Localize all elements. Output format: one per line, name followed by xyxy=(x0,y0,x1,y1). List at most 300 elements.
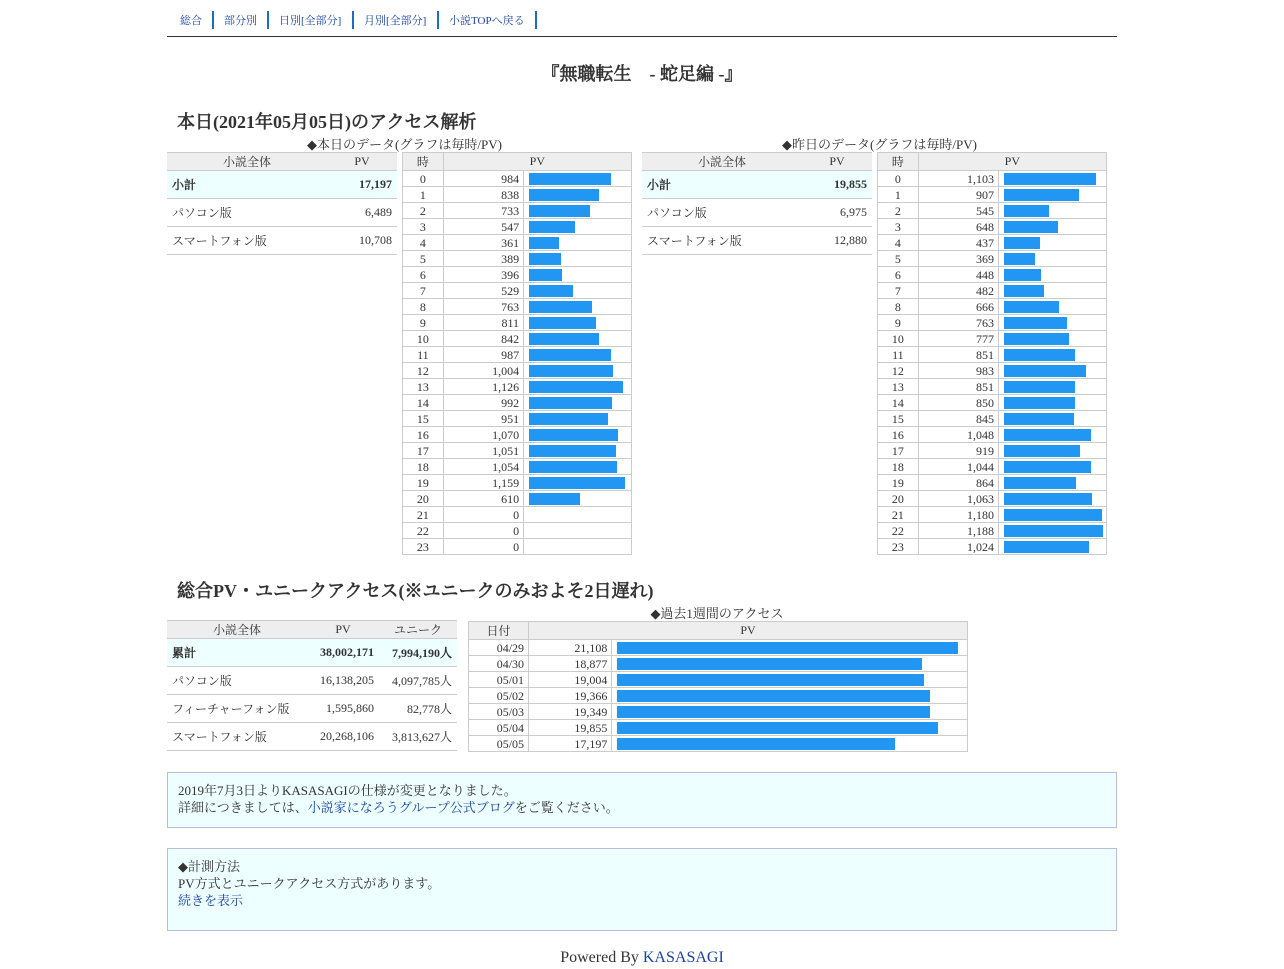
hour-bar xyxy=(1004,445,1080,457)
weekly-bar xyxy=(617,674,924,686)
hour-bar xyxy=(1004,477,1076,489)
hour-row xyxy=(878,171,1107,187)
nav-separator xyxy=(267,11,269,29)
nav-by-part[interactable]: 部分別 xyxy=(224,15,257,27)
hour-row xyxy=(403,235,632,251)
notice-heading: ◆計測方法 xyxy=(178,859,240,874)
weekly-date: 04/29 xyxy=(469,640,529,656)
nav-monthly[interactable]: 月別[全部分] xyxy=(364,15,427,27)
kasasagi-link[interactable]: KASASAGI xyxy=(642,949,724,966)
hour-label: 22 xyxy=(878,523,919,539)
hour-bar-cell xyxy=(524,475,632,491)
hour-label: 13 xyxy=(403,379,444,395)
weekly-table xyxy=(468,621,968,752)
total-table xyxy=(167,620,457,751)
hour-bar-cell xyxy=(999,539,1107,555)
hour-row xyxy=(878,363,1107,379)
hour-bar xyxy=(529,173,611,185)
hour-bar-cell xyxy=(999,315,1107,331)
hour-bar xyxy=(1004,509,1102,521)
hour-pv: 851 xyxy=(918,379,998,395)
today-caption: ◆本日のデータ(グラフは毎時/PV) xyxy=(307,137,502,152)
hour-bar xyxy=(1004,317,1067,329)
hour-pv: 529 xyxy=(443,283,523,299)
total-label: フィーチャーフォン版 xyxy=(167,695,307,723)
hour-pv: 648 xyxy=(918,219,998,235)
hour-label: 20 xyxy=(403,491,444,507)
hour-bar xyxy=(1004,397,1075,409)
hour-bar xyxy=(1004,221,1058,233)
hour-pv: 811 xyxy=(443,315,523,331)
weekly-bar xyxy=(617,722,938,734)
hour-bar-cell xyxy=(999,347,1107,363)
hour-label: 3 xyxy=(878,219,919,235)
hour-label: 1 xyxy=(878,187,919,203)
hour-row xyxy=(403,267,632,283)
hour-row xyxy=(403,299,632,315)
weekly-bar xyxy=(617,658,922,670)
hour-bar xyxy=(529,365,613,377)
hour-row xyxy=(878,219,1107,235)
hour-pv: 763 xyxy=(443,299,523,315)
col-header: PV xyxy=(802,153,872,171)
weekly-bar-cell xyxy=(612,688,968,704)
hour-row xyxy=(403,283,632,299)
hour-bar-cell xyxy=(999,475,1107,491)
hour-bar-cell xyxy=(999,283,1107,299)
hour-row xyxy=(878,507,1107,523)
notice-line xyxy=(168,799,1116,816)
summary-value: 12,880 xyxy=(802,227,872,255)
hour-label: 11 xyxy=(878,347,919,363)
hour-label: 9 xyxy=(878,315,919,331)
hour-bar-cell xyxy=(524,507,632,523)
hour-row xyxy=(878,491,1107,507)
hour-row xyxy=(403,395,632,411)
hour-row xyxy=(878,315,1107,331)
hour-pv: 864 xyxy=(918,475,998,491)
hour-label: 18 xyxy=(403,459,444,475)
hour-pv: 987 xyxy=(443,347,523,363)
hour-bar-cell xyxy=(999,395,1107,411)
total-unique: 4,097,785人 xyxy=(379,667,457,695)
hour-label: 22 xyxy=(403,523,444,539)
hour-bar xyxy=(529,333,599,345)
hour-pv: 763 xyxy=(918,315,998,331)
weekly-date: 05/03 xyxy=(469,704,529,720)
hour-row xyxy=(878,411,1107,427)
hour-pv: 396 xyxy=(443,267,523,283)
hour-pv: 1,024 xyxy=(918,539,998,555)
hour-label: 5 xyxy=(403,251,444,267)
summary-label: 小計 xyxy=(642,171,802,199)
summary-value: 6,975 xyxy=(802,199,872,227)
hour-bar-cell xyxy=(524,187,632,203)
hour-pv: 1,070 xyxy=(443,427,523,443)
hour-row xyxy=(403,203,632,219)
hour-row xyxy=(403,539,632,555)
hour-bar xyxy=(1004,461,1091,473)
weekly-date: 04/30 xyxy=(469,656,529,672)
hour-bar xyxy=(529,413,608,425)
hour-label: 10 xyxy=(878,331,919,347)
hour-bar xyxy=(1004,429,1091,441)
hour-bar-cell xyxy=(999,443,1107,459)
weekly-date: 05/05 xyxy=(469,736,529,752)
weekly-bar xyxy=(617,690,930,702)
hour-row xyxy=(878,523,1107,539)
hour-bar-cell xyxy=(999,491,1107,507)
total-label: 累計 xyxy=(167,639,307,667)
hour-row xyxy=(403,427,632,443)
hour-bar-cell xyxy=(999,427,1107,443)
hour-bar xyxy=(529,301,592,313)
hour-bar xyxy=(529,285,573,297)
weekly-caption: ◆過去1週間のアクセス xyxy=(650,606,784,621)
hour-label: 7 xyxy=(403,283,444,299)
hour-pv: 666 xyxy=(918,299,998,315)
hour-bar xyxy=(1004,301,1059,313)
hour-bar xyxy=(529,445,616,457)
hour-pv: 545 xyxy=(918,203,998,219)
hour-bar-cell xyxy=(999,235,1107,251)
hour-bar-cell xyxy=(524,235,632,251)
hour-label: 12 xyxy=(878,363,919,379)
hour-bar xyxy=(1004,173,1096,185)
nav-separator xyxy=(437,11,439,29)
hour-bar-cell xyxy=(524,347,632,363)
hour-bar xyxy=(1004,285,1044,297)
show-more-link[interactable]: 続きを表示 xyxy=(178,893,244,908)
hour-row xyxy=(403,491,632,507)
nav-separator xyxy=(535,11,537,29)
hour-bar xyxy=(1004,253,1035,265)
hour-row xyxy=(878,283,1107,299)
hour-pv: 610 xyxy=(443,491,523,507)
total-label: パソコン版 xyxy=(167,667,307,695)
hour-row xyxy=(878,203,1107,219)
hour-label: 5 xyxy=(878,251,919,267)
hour-bar xyxy=(1004,349,1075,361)
hour-label: 15 xyxy=(403,411,444,427)
total-unique: 7,994,190人 xyxy=(379,639,457,667)
official-blog-link[interactable]: 小説家になろうグループ公式ブログ xyxy=(307,800,515,815)
hour-row xyxy=(878,331,1107,347)
hour-bar-cell xyxy=(524,315,632,331)
hour-label: 11 xyxy=(403,347,444,363)
hour-label: 8 xyxy=(878,299,919,315)
hour-row xyxy=(403,459,632,475)
hour-bar-cell xyxy=(524,331,632,347)
hour-row xyxy=(403,475,632,491)
hour-bar-cell xyxy=(524,251,632,267)
top-nav xyxy=(167,10,1117,37)
hour-bar-cell xyxy=(524,523,632,539)
col-header: PV xyxy=(443,153,631,171)
hour-bar-cell xyxy=(999,219,1107,235)
weekly-date: 05/02 xyxy=(469,688,529,704)
hour-label: 0 xyxy=(403,171,444,187)
hour-bar-cell xyxy=(524,379,632,395)
hour-pv: 983 xyxy=(918,363,998,379)
hour-bar xyxy=(1004,237,1040,249)
yesterday-hourly-table xyxy=(877,152,1107,555)
col-header: 日付 xyxy=(469,622,529,640)
hour-row xyxy=(878,251,1107,267)
hour-row xyxy=(403,331,632,347)
hour-bar xyxy=(1004,493,1092,505)
hour-bar xyxy=(529,237,559,249)
hour-pv: 0 xyxy=(443,523,523,539)
hour-pv: 1,054 xyxy=(443,459,523,475)
hour-pv: 1,048 xyxy=(918,427,998,443)
hour-bar-cell xyxy=(999,379,1107,395)
hour-label: 23 xyxy=(403,539,444,555)
hour-bar-cell xyxy=(524,411,632,427)
hour-pv: 0 xyxy=(443,539,523,555)
hour-bar-cell xyxy=(524,539,632,555)
hour-bar xyxy=(529,189,599,201)
total-pv: 16,138,205 xyxy=(307,667,379,695)
hour-bar xyxy=(1004,413,1074,425)
hour-label: 14 xyxy=(403,395,444,411)
hour-pv: 842 xyxy=(443,331,523,347)
hour-pv: 448 xyxy=(918,267,998,283)
hour-pv: 1,051 xyxy=(443,443,523,459)
summary-label: 小計 xyxy=(167,171,327,199)
nav-total[interactable]: 総合 xyxy=(180,15,202,27)
hour-bar-cell xyxy=(999,299,1107,315)
weekly-row xyxy=(469,672,968,688)
weekly-pv: 19,004 xyxy=(529,672,612,688)
hour-pv: 984 xyxy=(443,171,523,187)
hour-bar xyxy=(1004,365,1086,377)
notice-text: 詳細につきましては、 xyxy=(178,800,308,815)
hour-row xyxy=(878,443,1107,459)
hour-bar xyxy=(529,205,590,217)
hour-label: 16 xyxy=(403,427,444,443)
hour-row xyxy=(403,379,632,395)
hour-bar xyxy=(1004,525,1103,537)
hour-bar xyxy=(1004,541,1089,553)
hour-pv: 851 xyxy=(918,347,998,363)
weekly-bar-cell xyxy=(612,704,968,720)
hour-row xyxy=(878,235,1107,251)
hour-label: 9 xyxy=(403,315,444,331)
summary-label: スマートフォン版 xyxy=(642,227,802,255)
hour-row xyxy=(878,459,1107,475)
weekly-bar xyxy=(617,642,958,654)
hour-bar xyxy=(529,493,580,505)
hour-bar-cell xyxy=(999,363,1107,379)
nav-separator xyxy=(352,11,354,29)
hour-pv: 1,044 xyxy=(918,459,998,475)
hour-row xyxy=(403,507,632,523)
yesterday-caption: ◆昨日のデータ(グラフは毎時/PV) xyxy=(782,137,977,152)
hour-bar xyxy=(1004,269,1041,281)
hour-label: 19 xyxy=(878,475,919,491)
hour-bar-cell xyxy=(999,187,1107,203)
hour-row xyxy=(878,395,1107,411)
total-pv: 20,268,106 xyxy=(307,723,379,751)
hour-label: 6 xyxy=(878,267,919,283)
hour-label: 1 xyxy=(403,187,444,203)
hour-bar-cell xyxy=(999,411,1107,427)
nav-separator xyxy=(212,11,214,29)
weekly-bar-cell xyxy=(612,720,968,736)
col-header: PV xyxy=(327,153,397,171)
hour-pv: 733 xyxy=(443,203,523,219)
hour-pv: 1,126 xyxy=(443,379,523,395)
col-header: 時 xyxy=(878,153,919,171)
hour-bar xyxy=(529,269,562,281)
hour-bar-cell xyxy=(524,267,632,283)
hour-bar xyxy=(529,317,596,329)
hour-row xyxy=(403,347,632,363)
col-header: PV xyxy=(918,153,1106,171)
weekly-bar-cell xyxy=(612,736,968,752)
hour-pv: 1,063 xyxy=(918,491,998,507)
hour-label: 12 xyxy=(403,363,444,379)
summary-label: パソコン版 xyxy=(642,199,802,227)
hour-pv: 437 xyxy=(918,235,998,251)
today-summary-table xyxy=(167,152,397,255)
col-header: 小説全体 xyxy=(642,153,802,171)
hour-row xyxy=(403,523,632,539)
hour-label: 0 xyxy=(878,171,919,187)
hour-bar xyxy=(1004,333,1069,345)
notice-line: 2019年7月3日よりKASASAGIの仕様が変更となりました。 xyxy=(178,783,517,798)
hour-row xyxy=(878,187,1107,203)
hour-bar xyxy=(529,429,618,441)
hour-row xyxy=(878,427,1107,443)
col-header: PV xyxy=(529,622,968,640)
hour-row xyxy=(403,363,632,379)
col-header: PV xyxy=(307,621,379,639)
weekly-bar xyxy=(617,706,930,718)
hour-pv: 482 xyxy=(918,283,998,299)
hour-bar-cell xyxy=(524,459,632,475)
col-header: 小説全体 xyxy=(167,153,327,171)
hour-bar xyxy=(529,381,623,393)
hour-pv: 361 xyxy=(443,235,523,251)
measurement-notice xyxy=(167,848,1117,931)
total-pv: 1,595,860 xyxy=(307,695,379,723)
hour-bar-cell xyxy=(524,395,632,411)
hour-label: 4 xyxy=(403,235,444,251)
hour-pv: 919 xyxy=(918,443,998,459)
hour-bar-cell xyxy=(524,427,632,443)
today-hourly-table xyxy=(402,152,632,555)
hour-bar xyxy=(529,349,611,361)
hour-label: 18 xyxy=(878,459,919,475)
page-title: 『無職転生 - 蛇足編 -』 xyxy=(541,64,743,84)
weekly-bar-cell xyxy=(612,672,968,688)
weekly-date: 05/01 xyxy=(469,672,529,688)
hour-bar xyxy=(1004,189,1079,201)
hour-row xyxy=(878,299,1107,315)
hour-row xyxy=(878,347,1107,363)
footer xyxy=(0,949,1284,967)
hour-bar xyxy=(529,461,617,473)
col-header: 小説全体 xyxy=(167,621,307,639)
hour-row xyxy=(403,219,632,235)
hour-bar xyxy=(1004,381,1075,393)
hour-bar xyxy=(529,397,612,409)
hour-pv: 992 xyxy=(443,395,523,411)
hour-pv: 547 xyxy=(443,219,523,235)
hour-pv: 951 xyxy=(443,411,523,427)
hour-pv: 850 xyxy=(918,395,998,411)
hour-row xyxy=(403,171,632,187)
hour-label: 4 xyxy=(878,235,919,251)
hour-label: 17 xyxy=(878,443,919,459)
summary-value: 19,855 xyxy=(802,171,872,199)
nav-back-to-novel-top[interactable]: 小説TOPへ戻る xyxy=(449,15,525,27)
hour-pv: 0 xyxy=(443,507,523,523)
hour-pv: 1,004 xyxy=(443,363,523,379)
weekly-row xyxy=(469,640,968,656)
weekly-row xyxy=(469,736,968,752)
summary-value: 6,489 xyxy=(327,199,397,227)
weekly-date: 05/04 xyxy=(469,720,529,736)
hour-row xyxy=(403,411,632,427)
hour-label: 2 xyxy=(878,203,919,219)
summary-value: 17,197 xyxy=(327,171,397,199)
col-header: ユニーク xyxy=(379,621,457,639)
hour-pv: 1,188 xyxy=(918,523,998,539)
hour-pv: 845 xyxy=(918,411,998,427)
col-header: 時 xyxy=(403,153,444,171)
hour-bar-cell xyxy=(999,251,1107,267)
total-heading: 総合PV・ユニークアクセス(※ユニークのみおよそ2日遅れ) xyxy=(177,581,654,601)
hour-bar-cell xyxy=(999,171,1107,187)
nav-daily[interactable]: 日別[全部分] xyxy=(279,15,342,27)
weekly-pv: 19,855 xyxy=(529,720,612,736)
weekly-row xyxy=(469,656,968,672)
total-unique: 82,778人 xyxy=(379,695,457,723)
hour-bar-cell xyxy=(524,299,632,315)
hour-bar xyxy=(529,477,625,489)
hour-row xyxy=(878,379,1107,395)
notice-text: をご覧ください。 xyxy=(514,800,619,815)
hour-label: 10 xyxy=(403,331,444,347)
hour-label: 21 xyxy=(878,507,919,523)
summary-label: パソコン版 xyxy=(167,199,327,227)
hour-bar-cell xyxy=(999,523,1107,539)
hour-bar xyxy=(1004,205,1049,217)
hour-pv: 777 xyxy=(918,331,998,347)
hour-pv: 369 xyxy=(918,251,998,267)
hour-pv: 1,180 xyxy=(918,507,998,523)
hour-bar-cell xyxy=(524,491,632,507)
today-heading: 本日(2021年05月05日)のアクセス解析 xyxy=(177,112,477,132)
hour-bar-cell xyxy=(999,203,1107,219)
hour-bar-cell xyxy=(999,331,1107,347)
hour-label: 20 xyxy=(878,491,919,507)
hour-bar-cell xyxy=(524,203,632,219)
weekly-bar-cell xyxy=(612,656,968,672)
weekly-pv: 19,366 xyxy=(529,688,612,704)
summary-label: スマートフォン版 xyxy=(167,227,327,255)
hour-bar-cell xyxy=(524,283,632,299)
weekly-row xyxy=(469,704,968,720)
spec-change-notice xyxy=(167,772,1117,828)
notice-line: PV方式とユニークアクセス方式があります。 xyxy=(178,876,441,891)
hour-row xyxy=(403,187,632,203)
hour-pv: 389 xyxy=(443,251,523,267)
hour-bar xyxy=(529,221,575,233)
